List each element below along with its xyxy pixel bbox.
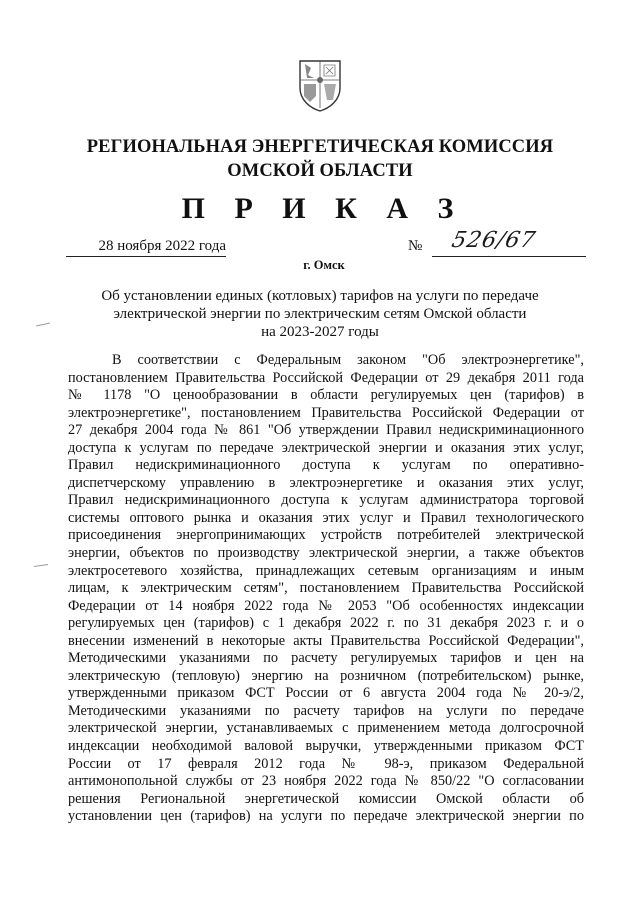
body-line: электрической энергии, устанавливаемых с применением метода долгосрочной bbox=[68, 720, 584, 737]
body-line: установлении цен (тарифов) на услуги по передаче электрической энергии по bbox=[68, 808, 584, 825]
order-body-text bbox=[68, 352, 584, 826]
body-line: В соответствии с Федеральным законом "Об электроэнергетике", bbox=[112, 352, 584, 368]
body-line: электросетевого хозяйства, принадлежащих сетевым организациям и иным bbox=[68, 562, 584, 579]
document-type-heading: П Р И К А З bbox=[181, 192, 465, 225]
body-line: Правил недискриминационного доступа к услугам по оперативно- bbox=[68, 457, 584, 474]
city-label: г. Омск bbox=[303, 258, 345, 272]
margin-mark bbox=[34, 564, 48, 567]
body-line: присоединения энергопринимающих устройств потребителей электрической bbox=[68, 527, 584, 544]
subject-line: электрической энергии по электрическим сетям Омской области bbox=[113, 306, 527, 322]
body-line: энергии, объектов по производству электрической энергии, а также объектов bbox=[68, 545, 584, 562]
body-line: системы оптового рынка и оказания этих услуг и Правил технологического bbox=[68, 509, 584, 526]
body-line: электроэнергетике", постановлением Правительства Российской Федерации от bbox=[68, 404, 584, 421]
body-line: 27 декабря 2004 года № 861 "Об утверждении Правил недискриминационного bbox=[68, 422, 584, 439]
body-line: Правил недискриминационного доступа к услугам администратора торговой bbox=[68, 492, 584, 509]
body-line: регулируемых цен (тарифов) с 1 декабря 2022 г. по 31 декабря 2023 г. и о bbox=[68, 615, 584, 632]
body-line: доступа к услугам по передаче электрической энергии и оказания этих услуг, bbox=[68, 439, 584, 456]
subject-line: на 2023-2027 годы bbox=[261, 324, 379, 340]
body-line: электрическую (тепловую) энергию на розничном (потребительском) рынке, bbox=[68, 667, 584, 684]
body-line: № 1178 "О ценообразовании в области регулируемых цен (тарифов) в bbox=[68, 387, 584, 404]
body-line: лицам, к электрическим сетям", постановлением Правительства Российской bbox=[68, 580, 584, 597]
body-line: индексации необходимой валовой выручки, утвержденными приказом ФСТ bbox=[68, 738, 584, 755]
body-line: Методическими указаниями по расчету тарифов на услуги по передаче bbox=[68, 702, 584, 719]
body-line: утвержденными приказом ФСТ России от 6 августа 2004 года № 20-э/2, bbox=[68, 685, 584, 702]
body-line: Федерации от 14 ноября 2022 года № 2053 "Об особенностях индексации bbox=[68, 597, 584, 614]
commission-title-line2: ОМСКОЙ ОБЛАСТИ bbox=[227, 161, 413, 181]
body-line: России от 17 февраля 2012 года № 98-э, приказом Федеральной bbox=[68, 755, 584, 772]
body-line: решения Региональной энергетической комиссии Омской области об bbox=[68, 790, 584, 807]
subject-line: Об установлении единых (котловых) тарифов на услуги по передаче bbox=[101, 288, 539, 304]
order-number-label: № bbox=[408, 238, 423, 254]
order-date: 28 ноября 2022 года bbox=[66, 237, 226, 257]
omsk-region-coat-of-arms-icon bbox=[297, 58, 343, 112]
order-subject bbox=[0, 287, 640, 341]
body-line: антимонопольной службы от 23 ноября 2022 года № 850/22 "О согласовании bbox=[68, 773, 584, 790]
body-line: внесении изменений в некоторые акты Правительства Российской Федерации", bbox=[68, 632, 584, 649]
body-line: Методическими указаниями по расчету регулируемых тарифов и цен на bbox=[68, 650, 584, 667]
body-line: постановлением Правительства Российской Федерации от 29 декабря 2011 года bbox=[68, 369, 584, 386]
body-line: диспетчерскому управлению в электроэнергетике и оказания этих услуг, bbox=[68, 474, 584, 491]
order-number-handwritten: 526/67 bbox=[449, 228, 539, 253]
commission-title-line1: РЕГИОНАЛЬНАЯ ЭНЕРГЕТИЧЕСКАЯ КОМИССИЯ bbox=[86, 137, 554, 157]
